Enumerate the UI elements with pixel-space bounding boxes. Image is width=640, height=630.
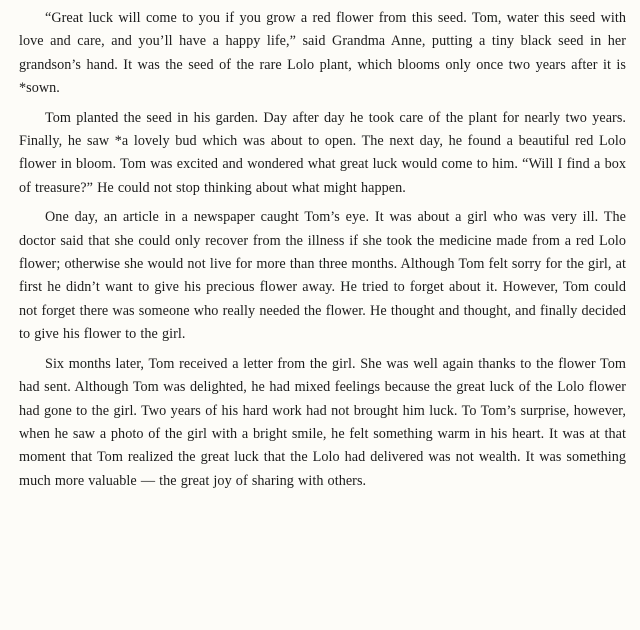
paragraph-1: “Great luck will come to you if you grow a red flower from this seed. Tom, water this seed with love and care, and you’ll have a happy life,” said Grandma Anne, putting a tiny black seed in her grandson’s hand. It was the seed of the rare Lolo plant, which blooms only once two years after it is *sown. — [19, 10, 626, 97]
paragraph-4: Six months later, Tom received a letter from the girl. She was well again thanks to the flower Tom had sent. Although Tom was delighted, he had mixed feelings because the great luck of the Lolo flower had gone to the girl. Two years of his hard work had not brought him luck. To Tom’s surprise, however, when he saw a photo of the girl with a bright smile, he felt something warm in his heart. It was at that moment that Tom realized the great luck that the Lolo had delivered was not wealth. It was something much more valuable — the great joy of sharing with others. — [19, 355, 626, 489]
paragraph-3: One day, an article in a newspaper caught Tom’s eye. It was about a girl who was very ill. The doctor said that she could only recover from the illness if she took the medicine made from a red Lolo flower; otherwise she would not live for more than three months. Although Tom felt sorry for the girl, at first he didn’t want to give his precious flower away. He tried to forget about it. However, Tom could not forget there was someone who really needed the flower. He thought and thought, and finally decided to give his flower to the girl. — [19, 209, 626, 343]
paragraph-2: Tom planted the seed in his garden. Day after day he took care of the plant for nearly two years. Finally, he saw *a lovely bud which was about to open. The next day, he found a beautiful red Lolo flower in bloom. Tom was excited and wondered what great luck would come to him. “Will I find a box of treasure?” He could not stop thinking about what might happen. — [19, 109, 626, 196]
